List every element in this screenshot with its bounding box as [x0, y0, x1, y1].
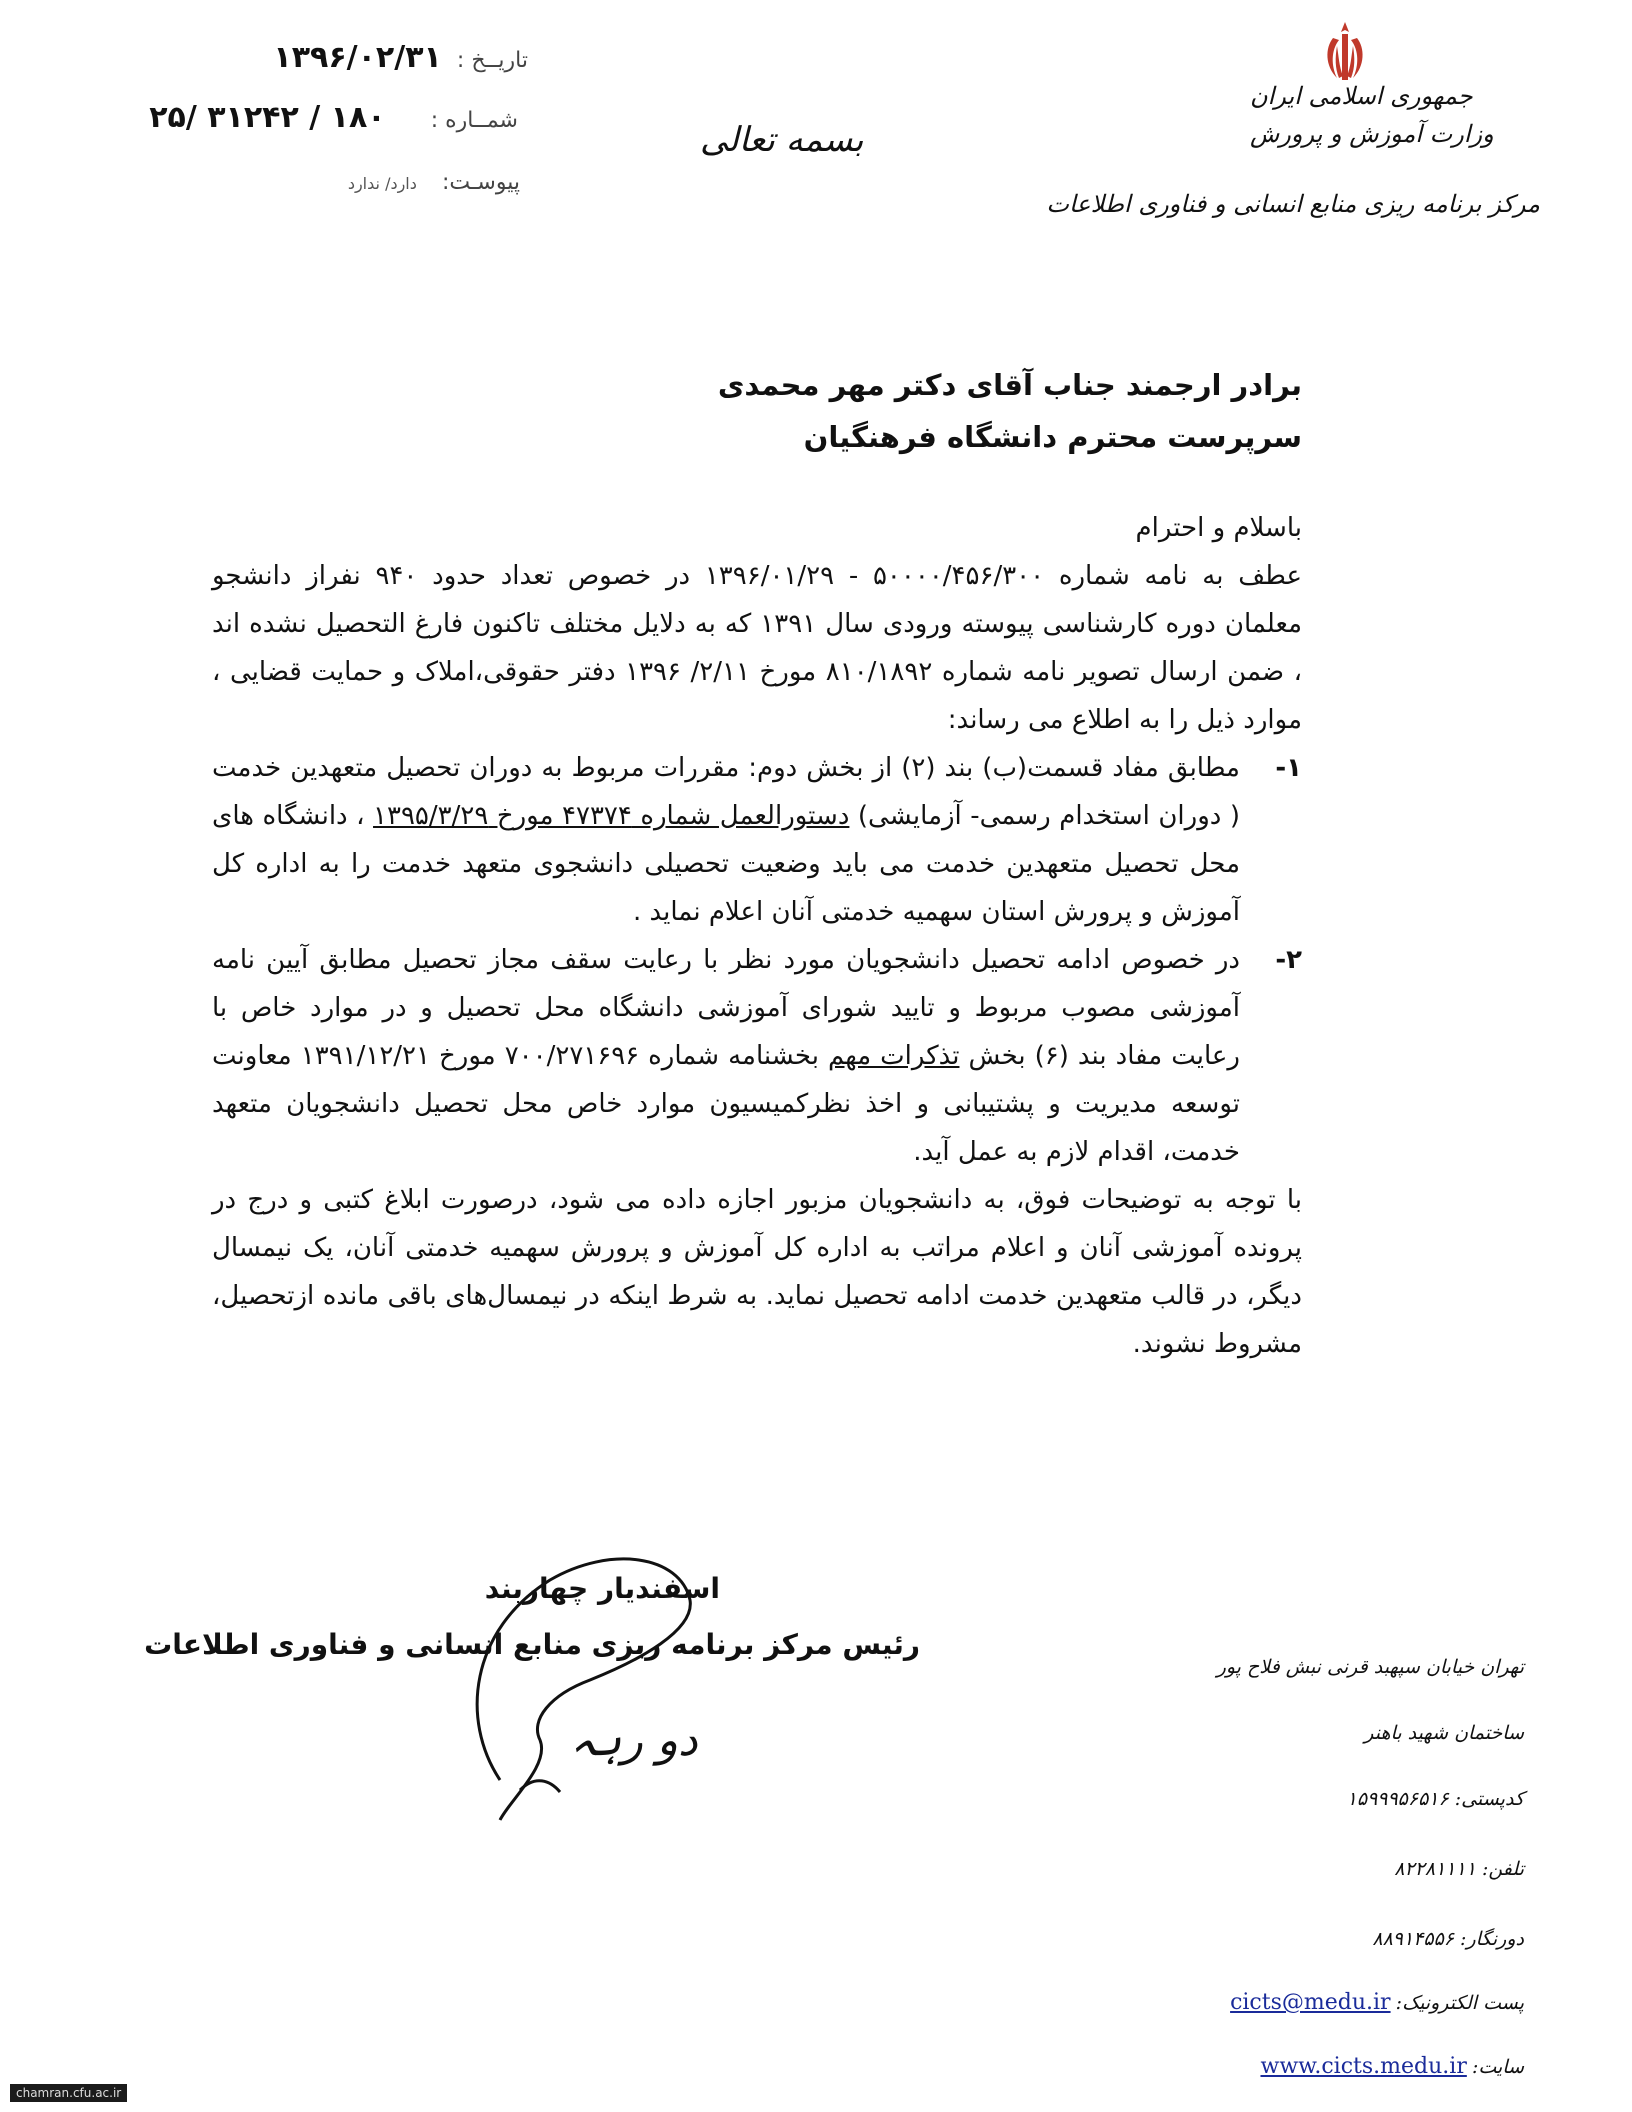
conclusion-paragraph: با توجه به توضیحات فوق، به دانشجویان مزبور اجازه داده می شود، درصورت ابلاغ کتبی و درج در پرونده آموزشی آنان و اعلام مراتب به اداره کل آموزش و پرورش سهمیه خدمتی آنان، یک نیمسال دیگر، در قالب متعهدین خدمت ادامه تحصیل نماید. به شرط اینکه در نیمسال‌های باقی مانده ازتحصیل، مشروط نشوند. — [212, 1185, 1302, 1359]
attachment-value: دارد/ ندارد — [347, 174, 417, 193]
item1-number: ۱- — [1275, 753, 1302, 783]
emblem-icon — [1315, 18, 1375, 88]
item2-underlined: تذکرات مهم — [827, 1041, 960, 1071]
attachment-label: پیوسـت: — [441, 170, 520, 195]
item2-number: ۲- — [1275, 945, 1302, 975]
item1-text-a: مطابق مفاد قسمت(ب) بند (۲) از بخش دوم: مقررات مربوط به دوران تحصیل متعهدین خدمت ( دوران استخدام رسمی- آزمایشی) — [212, 753, 1240, 831]
bismillah: بسمه تعالی — [700, 120, 864, 160]
list-item-2 — [212, 936, 1302, 1176]
site-label: سایت: — [1471, 2056, 1524, 2078]
intro-paragraph: عطف به نامه شماره ۵۰۰۰۰/۴۵۶/۳۰۰ - ۱۳۹۶/۰۱/۲۹ در خصوص تعداد حدود ۹۴۰ نفراز دانشجو معلمان دوره کارشناسی پیوسته ورودی سال ۱۳۹۱ که به دلایل مختلف تاکنون فارغ التحصیل نشده اند ، ضمن ارسال تصویر نامه شماره ۸۱۰/۱۸۹۲ مورخ ۲/۱۱/ ۱۳۹۶ دفتر حقوقی،املاک و حمایت قضایی ، موارد ذیل را به اطلاع می رساند: — [212, 561, 1302, 735]
date-label: تاریــخ : — [456, 48, 528, 73]
address-line1: تهران خیابان سپهبد قرنی نبش فلاح پور — [1216, 1656, 1524, 1678]
number-row — [149, 100, 518, 135]
signer-title: رئیس مرکز برنامه ریزی منابع انسانی و فناوری اطلاعات — [144, 1628, 920, 1661]
date-row — [268, 40, 528, 75]
site-link[interactable]: www.cicts.medu.ir — [1260, 2054, 1467, 2079]
email-row — [1230, 1990, 1524, 2015]
site-row — [1260, 2054, 1524, 2079]
postal-code: کدپستی: ۱۵۹۹۹۵۶۵۱۶ — [1346, 1788, 1524, 1810]
item1-underlined: دستورالعمل شماره ۴۷۳۷۴ مورخ ۱۳۹۵/۳/۲۹ — [373, 801, 850, 831]
list-item-1 — [212, 744, 1302, 936]
signer-name: اسفندیار چهاربند — [484, 1572, 720, 1605]
number-label: شمــاره : — [430, 108, 518, 133]
letter-body — [212, 504, 1302, 1368]
signature-scribble — [440, 1540, 820, 1840]
greeting: باسلام و احترام — [1135, 513, 1302, 543]
date-value: ۱۳۹۶/۰۲/۳۱ — [273, 40, 442, 75]
item2-text-b: بخشنامه شماره ۷۰۰/۲۷۱۶۹۶ مورخ ۱۳۹۱/۱۲/۲۱ معاونت توسعه مدیریت و پشتیبانی و اخذ نظرکمیسیون موارد خاص محل تحصیل دانشجویان متعهد خدمت، اقدام لازم به عمل آید. — [212, 1041, 1240, 1167]
recipient-line2: سرپرست محترم دانشگاه فرهنگیان — [803, 420, 1302, 454]
emblem-line2: وزارت آموزش و پرورش — [1250, 120, 1494, 148]
org-name: مرکز برنامه ریزی منابع انسانی و فناوری اطلاعات — [1046, 190, 1540, 218]
watermark: chamran.cfu.ac.ir — [10, 2084, 127, 2102]
recipient-line1: برادر ارجمند جناب آقای دکتر مهر محمدی — [717, 368, 1302, 402]
emblem-line1: جمهوری اسلامی ایران — [1250, 82, 1473, 110]
item1-text-b: ، دانشگاه های محل تحصیل متعهدین خدمت می باید وضعیت تحصیلی دانشجوی متعهد خدمت را به اداره کل آموزش و پرورش استان سهمیه خدمتی آنان اعلام نماید . — [212, 801, 1240, 927]
fax-number: دورنگار: ۸۸۹۱۴۵۵۶ — [1372, 1928, 1524, 1950]
item2-text-a: در خصوص ادامه تحصیل دانشجویان مورد نظر با رعایت سقف مجاز تحصیل مطابق آیین نامه آموزشی مصوب مربوط و تایید شورای آموزشی دانشگاه محل تحصیل و در موارد خاص با رعایت مفاد بند (۶) بخش — [212, 945, 1240, 1071]
email-label: پست الکترونیک: — [1395, 1992, 1524, 2014]
attachment-row — [320, 170, 520, 195]
handwritten-note: دو رہہ — [570, 1715, 698, 1766]
address-line2: ساختمان شهید باهنر — [1364, 1722, 1524, 1744]
number-value: ۱۸۰ / ۳۱۲۴۲ /۲۵ — [149, 100, 386, 135]
phone-number: تلفن: ۸۲۲۸۱۱۱۱ — [1394, 1858, 1524, 1880]
email-link[interactable]: cicts@medu.ir — [1230, 1990, 1391, 2015]
